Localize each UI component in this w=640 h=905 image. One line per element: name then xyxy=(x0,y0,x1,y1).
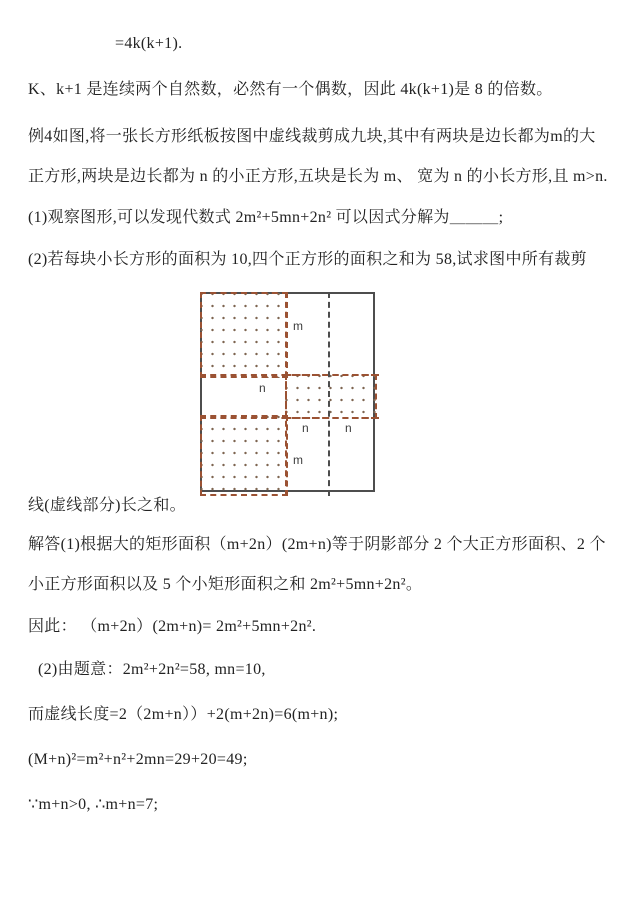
figure-rectangle-diagram xyxy=(200,292,375,492)
label-n-right: n xyxy=(345,421,352,435)
label-m-bottom: m xyxy=(293,453,303,467)
label-n-middle: n xyxy=(259,381,266,395)
vertical-dashed-line-gray xyxy=(328,292,330,496)
dotted-middle-right-rectangle xyxy=(285,374,377,419)
formula-top-line: =4k(k+1). xyxy=(115,35,183,52)
vertical-cut-line-orange xyxy=(285,292,287,496)
example4-line1: 例4如图,将一张长方形纸板按图中虚线裁剪成九块,其中有两块是边长都为m的大 xyxy=(28,128,596,145)
question2-line: (2)若每块小长方形的面积为 10,四个正方形的面积之和为 58,试求图中所有裁剪 xyxy=(28,251,587,268)
k-explanation-line: K、k+1 是连续两个自然数，必然有一个偶数，因此 4k(k+1)是 8 的倍数。 xyxy=(28,81,553,98)
answer-part2-line: (2)由题意：2m²+2n²=58, mn=10, xyxy=(38,661,266,678)
square-identity-line: (M+n)²=m²+n²+2mn=29+20=49; xyxy=(28,751,248,768)
dashed-length-line: 而虚线长度=2（2m+n））+2(m+2n)=6(m+n); xyxy=(28,706,339,723)
therefore-line: 因此： （m+2n）(2m+n)= 2m²+5mn+2n². xyxy=(28,618,317,635)
example4-line2: 正方形,两块是边长都为 n 的小正方形,五块是长为 m、 宽为 n 的小长方形,且 m>n. xyxy=(28,168,608,185)
label-n-left: n xyxy=(302,421,309,435)
after-figure-line: 线(虚线部分)长之和。 xyxy=(28,497,186,514)
label-m-top: m xyxy=(293,319,303,333)
big-dotted-square-top-left xyxy=(200,292,288,378)
answer-part1-line1: 解答(1)根据大的矩形面积（m+2n）(2m+n)等于阴影部分 2 个大正方形面积、2 个 xyxy=(28,536,606,553)
question1-line: (1)观察图形,可以发现代数式 2m²+5mn+2n² 可以因式分解为＿＿＿; xyxy=(28,209,504,226)
conclusion-line: ∵m+n>0, ∴m+n=7; xyxy=(28,796,159,813)
horizontal-cut-line-upper xyxy=(200,374,379,376)
answer-part1-line2: 小正方形面积以及 5 个小矩形面积之和 2m²+5mn+2n²。 xyxy=(28,576,423,593)
horizontal-cut-line-lower xyxy=(200,417,379,419)
big-dotted-square-bottom-left xyxy=(200,415,288,496)
